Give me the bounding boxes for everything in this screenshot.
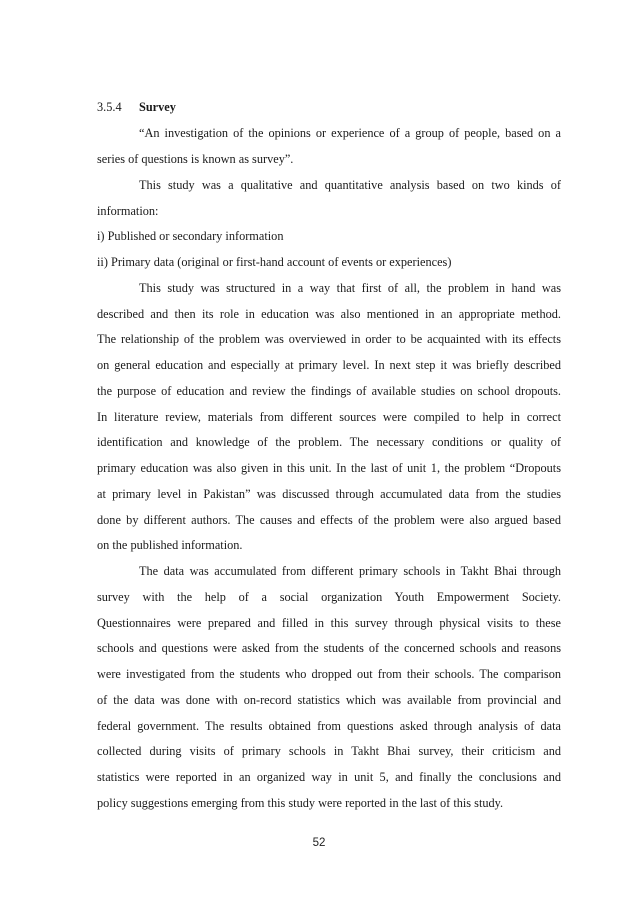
- text-line: survey with the help of a social organization Youth Empowerment Society.: [97, 590, 561, 604]
- text-line: identification and knowledge of the problem. The necessary conditions or quality of: [97, 435, 561, 449]
- text-line: primary education was also given in this unit. In the last of unit 1, the problem “Dropouts: [97, 461, 561, 475]
- text-line: federal government. The results obtained from questions asked through analysis of data: [97, 719, 561, 733]
- page-number: 52: [312, 837, 326, 849]
- text-line: statistics were reported in an organized way in unit 5, and finally the conclusions and: [97, 770, 561, 784]
- text-line: The relationship of the problem was overviewed in order to be acquainted with its effects: [97, 332, 561, 346]
- text-line: The data was accumulated from different primary schools in Takht Bhai through: [139, 564, 561, 578]
- text-line: done by different authors. The causes and effects of the problem were also argued based: [97, 513, 561, 527]
- section-number: 3.5.4: [97, 100, 122, 114]
- text-line: at primary level in Pakistan” was discussed through accumulated data from the studies: [97, 487, 561, 501]
- text-line: schools and questions were asked from the students of the concerned schools and reasons: [97, 641, 561, 655]
- text-line: information:: [97, 204, 159, 218]
- section-title: Survey: [139, 100, 176, 114]
- text-line: described and then its role in education was also mentioned in an appropriate method.: [97, 307, 561, 321]
- text-line: of the data was done with on-record statistics which was available from provincial and: [97, 693, 561, 707]
- text-line: were investigated from the students who dropped out from their schools. The comparison: [97, 667, 561, 681]
- text-line: Questionnaires were prepared and filled in this survey through physical visits to these: [97, 616, 561, 630]
- text-line: i) Published or secondary information: [97, 229, 284, 243]
- text-line: In literature review, materials from different sources were compiled to help in correct: [97, 410, 561, 424]
- text-line: This study was structured in a way that first of all, the problem in hand was: [139, 281, 561, 295]
- text-line: This study was a qualitative and quantitative analysis based on two kinds of: [139, 178, 561, 192]
- text-line: ii) Primary data (original or first-hand account of events or experiences): [97, 255, 452, 269]
- text-line: collected during visits of primary schools in Takht Bhai survey, their criticism and: [97, 744, 561, 758]
- text-line: on the published information.: [97, 538, 243, 552]
- text-line: the purpose of education and review the findings of available studies on school dropouts.: [97, 384, 561, 398]
- text-line: policy suggestions emerging from this study were reported in the last of this study.: [97, 796, 504, 810]
- text-line: on general education and especially at primary level. In next step it was briefly described: [97, 358, 561, 372]
- text-line: series of questions is known as survey”.: [97, 152, 294, 166]
- text-line: “An investigation of the opinions or experience of a group of people, based on a: [139, 126, 561, 140]
